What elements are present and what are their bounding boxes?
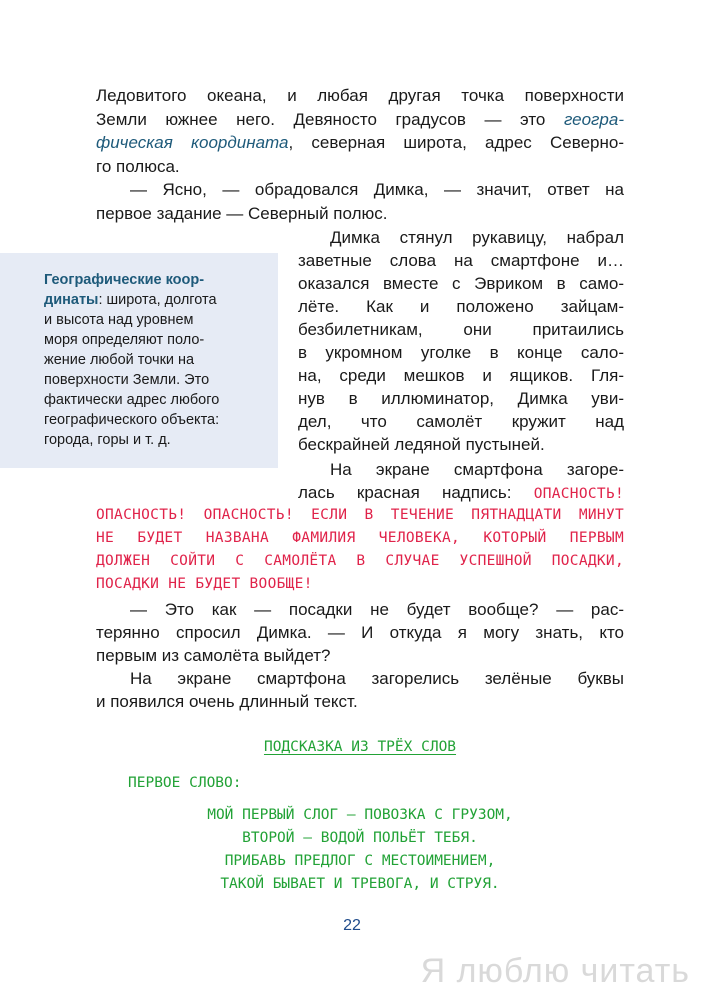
paragraph-line: нув в иллюминатор, Димка уви- bbox=[298, 389, 624, 408]
alert-line: ДОЛЖЕН СОЙТИ С САМОЛЁТА В СЛУЧАЕ УСПЕШНОЙ ПОСАДКИ, bbox=[96, 553, 624, 569]
paragraph-line bbox=[96, 131, 624, 154]
page-number: 22 bbox=[343, 917, 361, 934]
paragraph-line: лёте. Как и положено зайцам- bbox=[298, 297, 624, 316]
paragraph-line: Ледовитого океана, и любая другая точка поверхности bbox=[96, 86, 624, 105]
dialog-line: терянно спросил Димка. — И откуда я могу знать, кто bbox=[96, 623, 624, 642]
dialog-line: — Это как — посадки не будет вообще? — рас- bbox=[130, 600, 624, 619]
paragraph-line: в укромном уголке в конце сало- bbox=[298, 343, 624, 362]
verse-line: ПРИБАВЬ ПРЕДЛОГ С МЕСТОИМЕНИЕМ, bbox=[224, 853, 496, 869]
paragraph-line: на, среди мешков и ящиков. Гля- bbox=[298, 366, 624, 385]
verse-line: МОЙ ПЕРВЫЙ СЛОГ — ПОВОЗКА С ГРУЗОМ, bbox=[207, 807, 513, 823]
alert-line: ПОСАДКИ НЕ БУДЕТ ВООБЩЕ! bbox=[96, 576, 313, 592]
verse-line: ТАКОЙ БЫВАЕТ И ТРЕВОГА, И СТРУЯ. bbox=[220, 876, 500, 892]
sidebar-line: географического объекта: bbox=[44, 412, 220, 428]
paragraph-line: и появился очень длинный текст. bbox=[96, 692, 358, 711]
verse-line: ВТОРОЙ — ВОДОЙ ПОЛЬЁТ ТЕБЯ. bbox=[242, 830, 478, 846]
paragraph-line: На экране смартфона загорелись зелёные буквы bbox=[130, 669, 624, 688]
paragraph-line bbox=[96, 108, 624, 131]
alert-line: ОПАСНОСТЬ! ОПАСНОСТЬ! ЕСЛИ В ТЕЧЕНИЕ ПЯТНАДЦАТИ МИНУТ bbox=[96, 507, 624, 523]
paragraph-line: го полюса. bbox=[96, 157, 180, 176]
sidebar-text: : широта, долгота bbox=[98, 292, 217, 308]
sidebar-line: города, горы и т. д. bbox=[44, 432, 171, 448]
hint-label: ПЕРВОЕ СЛОВО: bbox=[128, 775, 242, 791]
sidebar-line: моря определяют поло- bbox=[44, 332, 205, 348]
alert-text: ОПАСНОСТЬ! bbox=[533, 486, 624, 502]
dialog-line: первым из самолёта выйдет? bbox=[96, 646, 331, 665]
paragraph-line: заветные слова на смартфоне и… bbox=[298, 251, 624, 270]
paragraph-line: безбилетникам, они притаились bbox=[298, 320, 624, 339]
sidebar-line bbox=[44, 270, 204, 290]
paragraph-line bbox=[298, 481, 624, 506]
watermark: Я люблю читать bbox=[420, 952, 690, 990]
paragraph-line: бескрайней ледяной пустыней. bbox=[298, 435, 545, 454]
dialog-line: — Ясно, — обрадовался Димка, — значит, ответ на bbox=[130, 180, 624, 199]
hint-title: ПОДСКАЗКА ИЗ ТРЁХ СЛОВ bbox=[263, 739, 457, 755]
sidebar-term: динаты bbox=[44, 292, 99, 308]
sidebar-line: и высота над уровнем bbox=[44, 312, 194, 328]
paragraph-line: Димка стянул рукавицу, набрал bbox=[330, 228, 624, 247]
sidebar-term: Географические коор- bbox=[44, 272, 205, 288]
term-highlight: фическая координата bbox=[96, 133, 289, 152]
alert-line: НЕ БУДЕТ НАЗВАНА ФАМИЛИЯ ЧЕЛОВЕКА, КОТОРЫЙ ПЕРВЫМ bbox=[96, 530, 624, 546]
sidebar-line: поверхности Земли. Это bbox=[44, 372, 210, 388]
paragraph-line: На экране смартфона загоре- bbox=[330, 460, 624, 479]
definition-sidebar bbox=[0, 253, 278, 468]
paragraph-text: лась красная надпись: bbox=[298, 483, 534, 502]
dialog-line: первое задание — Северный полюс. bbox=[96, 204, 388, 223]
paragraph-text: , северная широта, адрес Северно- bbox=[288, 133, 624, 152]
sidebar-line: жение любой точки на bbox=[44, 352, 195, 368]
sidebar-line bbox=[44, 290, 217, 310]
sidebar-line: фактически адрес любого bbox=[44, 392, 220, 408]
paragraph-line: оказался вместе с Эвриком в само- bbox=[298, 274, 624, 293]
paragraph-line: дел, что самолёт кружит над bbox=[298, 412, 624, 431]
term-highlight: геогра- bbox=[563, 110, 624, 129]
paragraph-text: Земли южнее него. Девяносто градусов — это bbox=[96, 110, 564, 129]
